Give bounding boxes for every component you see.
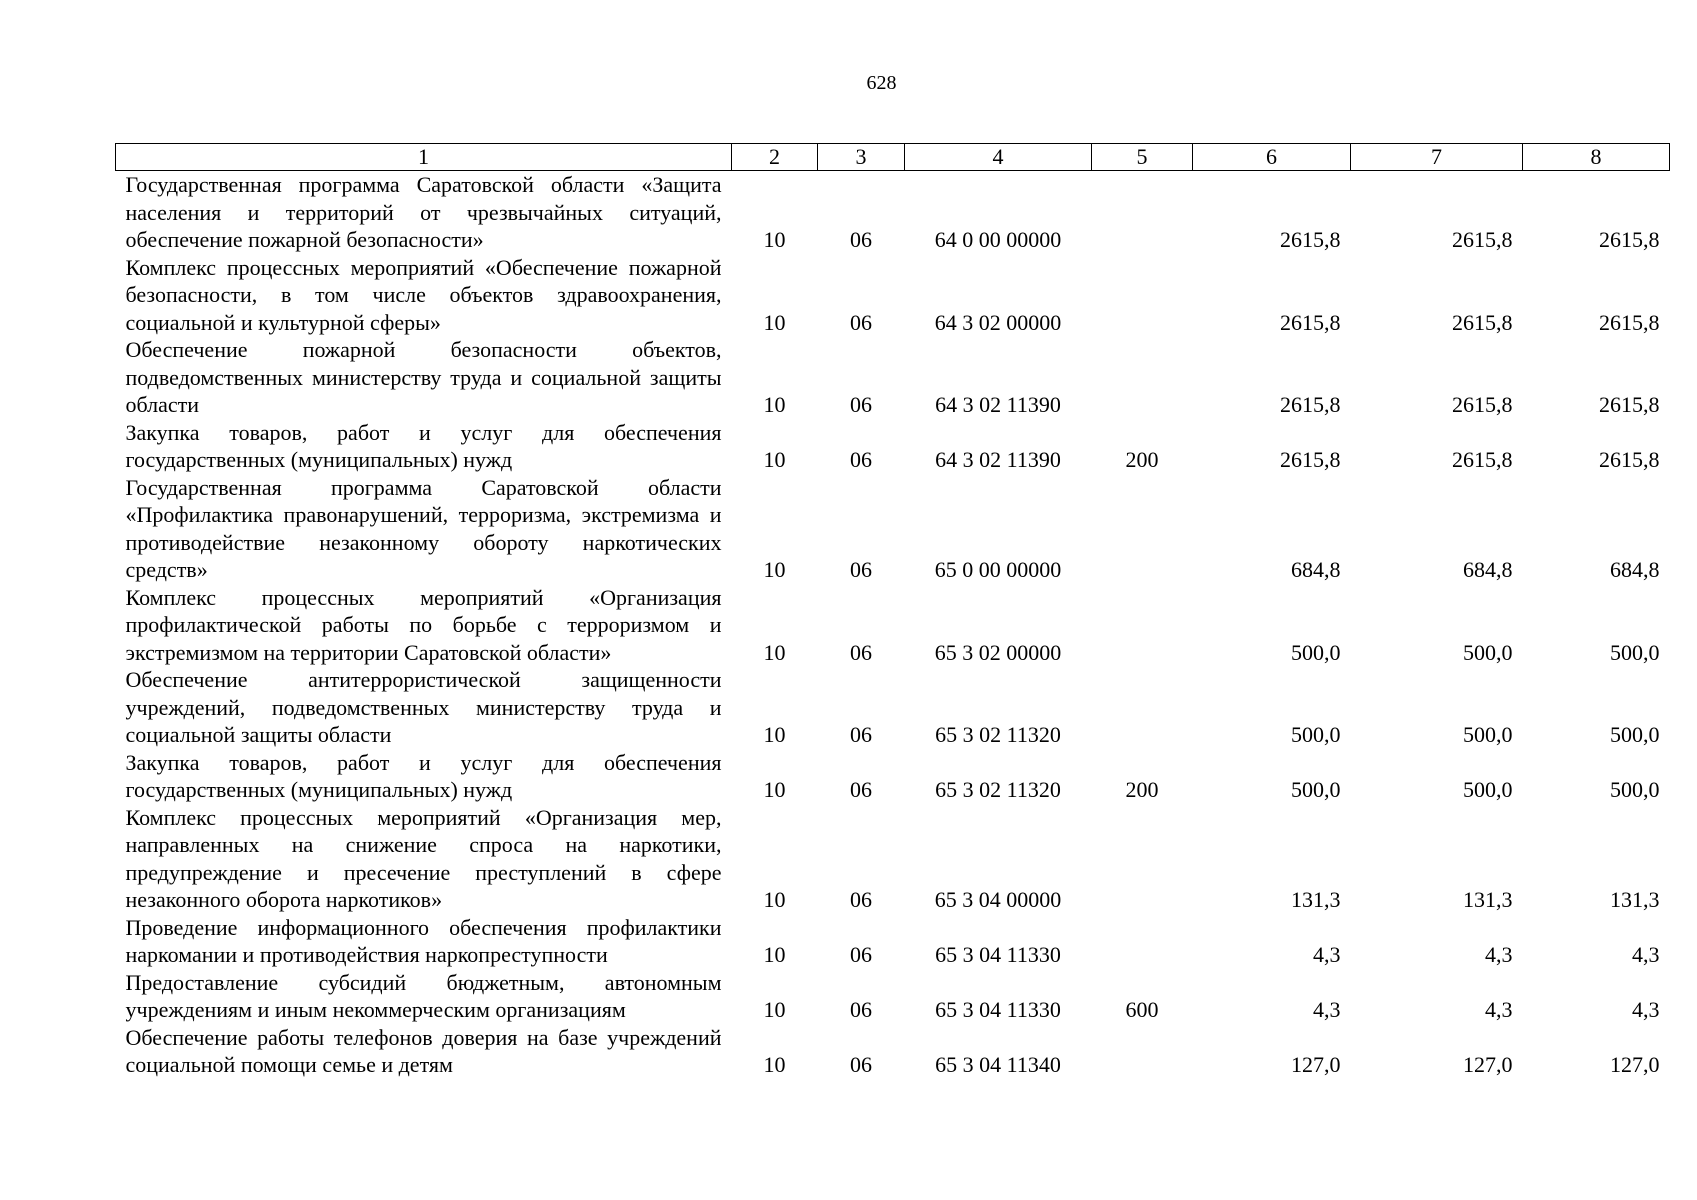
header-col-7: 7 [1351, 144, 1523, 171]
row-section: 10 [763, 447, 786, 472]
row-section: 10 [763, 639, 786, 665]
row-amount-2: 4,3 [1485, 942, 1513, 967]
row-amount-2: 684,8 [1463, 557, 1513, 582]
row-expense-type [1092, 171, 1193, 254]
row-amount-3: 684,8 [1610, 557, 1660, 582]
table-row [116, 419, 1670, 474]
row-name: Закупка товаров, работ и услуг для обеспечения государственных (муниципальных) нужд [125, 749, 722, 802]
row-expense-type [1092, 336, 1193, 419]
row-amount-1: 4,3 [1313, 997, 1341, 1022]
row-expense-type [1092, 584, 1193, 667]
row-expense-type [1092, 666, 1193, 749]
row-subsection: 06 [850, 997, 872, 1022]
row-target-code: 65 0 00 00000 [934, 557, 1062, 582]
row-amount-3: 500,0 [1610, 777, 1660, 802]
row-name: Комплекс процессных мероприятий «Обеспечение пожарной безопасности, в том числе объектов здравоохранения, социальной и культурной сферы» [125, 254, 722, 335]
row-amount-2: 2615,8 [1452, 447, 1513, 472]
row-section: 10 [763, 777, 786, 802]
row-subsection: 06 [850, 887, 872, 912]
row-name: Обеспечение работы телефонов доверия на базе учреждений социальной помощи семье и детям [125, 1024, 722, 1077]
header-col-5: 5 [1092, 144, 1193, 171]
row-amount-2: 2615,8 [1452, 309, 1513, 335]
row-amount-1: 684,8 [1291, 557, 1341, 582]
row-name: Государственная программа Саратовской области «Защита населения и территорий от чрезвычайных ситуаций, обеспечение пожарной безопасности» [125, 172, 722, 252]
row-section: 10 [763, 557, 786, 582]
header-col-2: 2 [732, 144, 818, 171]
row-expense-type [1092, 474, 1193, 584]
row-target-code: 65 3 04 00000 [934, 887, 1062, 912]
table-row [116, 254, 1670, 337]
row-amount-2: 500,0 [1463, 722, 1513, 747]
row-expense-type: 600 [1125, 997, 1159, 1022]
row-subsection: 06 [850, 1052, 872, 1077]
row-expense-type [1092, 804, 1193, 914]
row-target-code: 64 0 00 00000 [934, 227, 1062, 252]
row-name: Обеспечение антитеррористической защищенности учреждений, подведомственных министерству труда и социальной защиты области [125, 667, 722, 747]
table-row [116, 171, 1670, 254]
row-amount-3: 131,3 [1610, 887, 1660, 912]
table-row [116, 1024, 1670, 1079]
row-amount-3: 500,0 [1610, 639, 1660, 665]
row-section: 10 [763, 1052, 786, 1077]
row-amount-1: 500,0 [1291, 777, 1341, 802]
header-col-4: 4 [905, 144, 1092, 171]
row-expense-type: 200 [1125, 777, 1159, 802]
row-section: 10 [763, 942, 786, 967]
table-row [116, 666, 1670, 749]
header-col-1: 1 [116, 144, 732, 171]
header-col-3: 3 [818, 144, 905, 171]
table-row [116, 749, 1670, 804]
row-subsection: 06 [850, 557, 872, 582]
row-target-code: 64 3 02 11390 [935, 392, 1061, 417]
row-amount-1: 2615,8 [1280, 227, 1341, 252]
row-subsection: 06 [850, 639, 872, 665]
table-row [116, 969, 1670, 1024]
row-amount-1: 2615,8 [1280, 309, 1341, 335]
row-expense-type: 200 [1125, 447, 1159, 472]
row-target-code: 65 3 04 11330 [935, 942, 1061, 967]
row-target-code: 65 3 02 11320 [935, 777, 1061, 802]
row-amount-1: 2615,8 [1280, 447, 1341, 472]
row-name: Закупка товаров, работ и услуг для обеспечения государственных (муниципальных) нужд [125, 419, 722, 472]
row-subsection: 06 [850, 392, 872, 417]
row-subsection: 06 [850, 942, 872, 967]
row-section: 10 [763, 392, 786, 417]
row-expense-type [1092, 1024, 1193, 1079]
row-amount-1: 131,3 [1291, 887, 1341, 912]
row-amount-3: 2615,8 [1599, 309, 1660, 335]
row-subsection: 06 [850, 722, 872, 747]
row-amount-3: 4,3 [1632, 942, 1660, 967]
table-row [116, 914, 1670, 969]
row-section: 10 [763, 309, 786, 335]
budget-table [115, 143, 1670, 1079]
row-target-code: 64 3 02 11390 [935, 447, 1061, 472]
table-row [116, 336, 1670, 419]
row-amount-1: 500,0 [1291, 639, 1341, 665]
row-amount-1: 4,3 [1313, 942, 1341, 967]
row-amount-2: 2615,8 [1452, 227, 1513, 252]
row-amount-2: 131,3 [1463, 887, 1513, 912]
row-amount-2: 500,0 [1463, 639, 1513, 665]
row-amount-2: 500,0 [1463, 777, 1513, 802]
row-subsection: 06 [850, 309, 872, 335]
table-row [116, 584, 1670, 667]
row-amount-3: 2615,8 [1599, 227, 1660, 252]
table-body [116, 171, 1670, 1079]
table-row [116, 804, 1670, 914]
row-name: Проведение информационного обеспечения профилактики наркомании и противодействия наркопреступности [125, 914, 722, 967]
row-name: Обеспечение пожарной безопасности объектов, подведомственных министерству труда и социальной защиты области [125, 337, 722, 417]
row-amount-2: 2615,8 [1452, 392, 1513, 417]
page-number: 628 [866, 72, 897, 94]
row-target-code: 64 3 02 00000 [934, 309, 1062, 335]
header-row [116, 144, 1670, 171]
row-section: 10 [763, 722, 786, 747]
row-amount-3: 127,0 [1610, 1052, 1660, 1077]
table-row [116, 474, 1670, 584]
row-amount-1: 500,0 [1291, 722, 1341, 747]
row-section: 10 [763, 997, 786, 1022]
row-amount-3: 500,0 [1610, 722, 1660, 747]
row-amount-3: 4,3 [1632, 997, 1660, 1022]
row-name: Государственная программа Саратовской области «Профилактика правонарушений, терроризма, экстремизма и противодействие незаконному обороту наркотических средств» [125, 474, 722, 582]
row-section: 10 [763, 887, 786, 912]
row-amount-1: 127,0 [1291, 1052, 1341, 1077]
header-col-6: 6 [1193, 144, 1351, 171]
row-target-code: 65 3 04 11340 [935, 1052, 1061, 1077]
row-expense-type [1092, 914, 1193, 969]
row-target-code: 65 3 04 11330 [935, 997, 1061, 1022]
row-name: Комплекс процессных мероприятий «Организация мер, направленных на снижение спроса на наркотики, предупреждение и пресечение преступлений в сфере незаконного оборота наркотиков» [125, 804, 722, 912]
row-amount-2: 4,3 [1485, 997, 1513, 1022]
row-subsection: 06 [850, 447, 872, 472]
row-amount-1: 2615,8 [1280, 392, 1341, 417]
row-target-code: 65 3 02 00000 [934, 639, 1062, 665]
row-subsection: 06 [850, 777, 872, 802]
row-target-code: 65 3 02 11320 [935, 722, 1061, 747]
row-name: Предоставление субсидий бюджетным, автономным учреждениям и иным некоммерческим организациям [125, 969, 722, 1022]
row-amount-2: 127,0 [1463, 1052, 1513, 1077]
row-amount-3: 2615,8 [1599, 447, 1660, 472]
row-amount-3: 2615,8 [1599, 392, 1660, 417]
row-section: 10 [763, 227, 786, 252]
row-subsection: 06 [850, 227, 872, 252]
row-name: Комплекс процессных мероприятий «Организация профилактической работы по борьбе с терроризмом и экстремизмом на территории Саратовской области» [125, 584, 722, 665]
row-expense-type [1092, 254, 1193, 337]
header-col-8: 8 [1523, 144, 1670, 171]
